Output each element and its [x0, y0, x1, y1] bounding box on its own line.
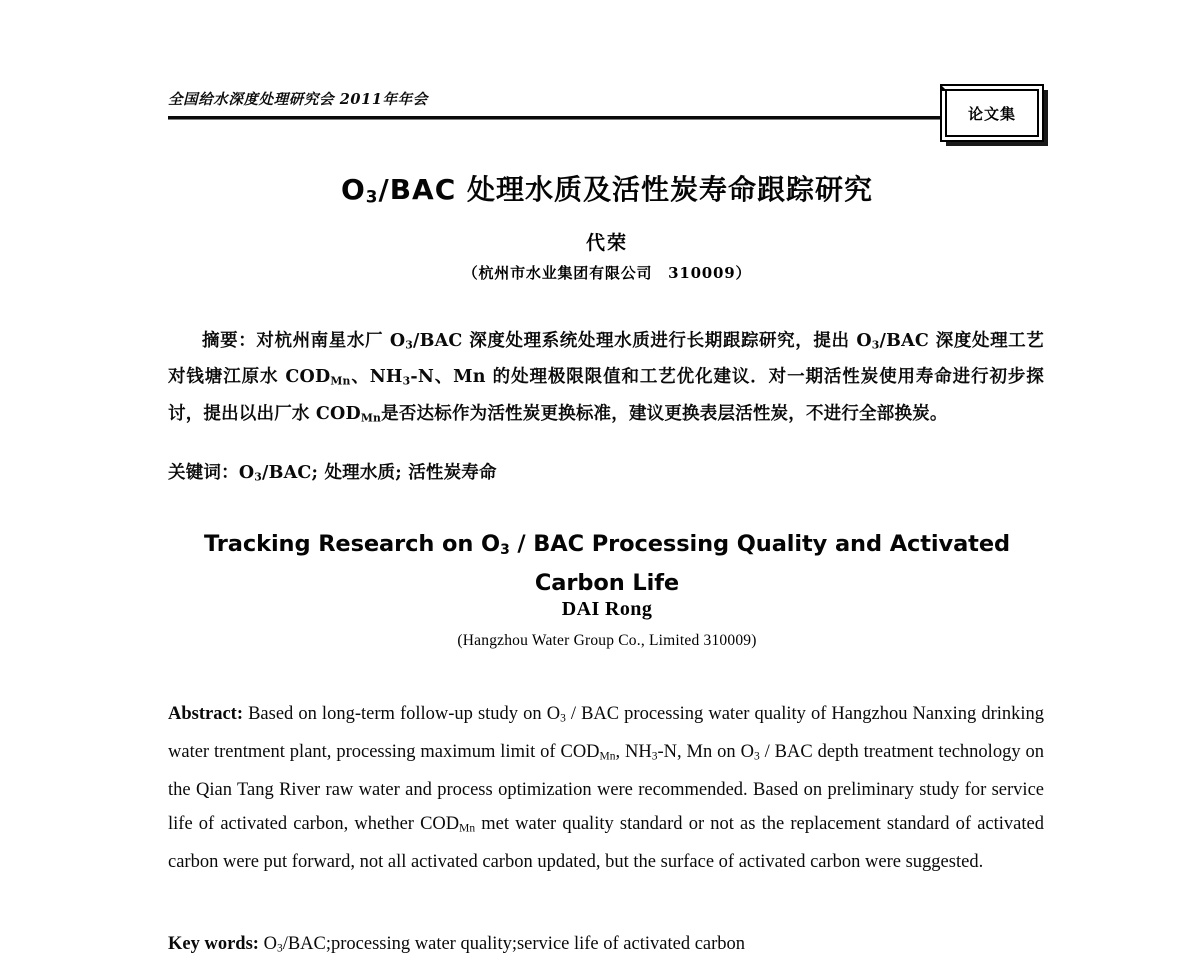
subscript-3: 3 — [405, 338, 414, 352]
keywords-o-english: O — [258, 934, 277, 954]
en-abstract-text-4: -N, Mn on O — [657, 742, 754, 763]
abstract-text-6: 是否达标作为活性炭更换标准，建议更换表层活性炭，不进行全部换炭。 — [381, 403, 948, 424]
keywords-text-chinese: /BAC; 处理水质; 活性炭寿命 — [262, 463, 497, 483]
subscript-3: 3 — [753, 750, 760, 763]
en-abstract-text-1: Based on long-term follow-up study on O — [243, 704, 561, 724]
affiliation-chinese: （杭州市水业集团有限公司 310009） — [462, 264, 752, 282]
keywords-o: O — [238, 463, 255, 483]
abstract-text-5: -N、Mn 的处理极限限值和工艺优化建议．对一期活性炭使用寿命进行初步探讨，提出以出厂水 COD — [168, 367, 1044, 424]
badge-shadow-bottom — [946, 142, 1044, 146]
en-title-subscript-3: 3 — [500, 541, 510, 558]
page-title-english — [168, 528, 1046, 600]
abstract-text-2: /BAC 深度处理系统处理水质进行长期跟踪研究，提出 O — [413, 331, 872, 351]
title-rest: /BAC 处理水质及活性炭寿命跟踪研究 — [378, 173, 874, 206]
abstract-chinese — [168, 325, 1044, 434]
badge-label: 论文集 — [967, 104, 1016, 123]
keywords-label-chinese: 关键词： — [168, 463, 239, 483]
author-english: DAI Rong — [561, 598, 653, 620]
keywords-text-english: /BAC;processing water quality;service life of activated carbon — [282, 934, 746, 954]
author-chinese: 代荣 — [585, 232, 628, 254]
subscript-3: 3 — [651, 750, 658, 763]
abstract-label-chinese: 摘要： — [202, 331, 257, 351]
subscript-mn: Mn — [360, 411, 382, 425]
header-rule — [168, 116, 940, 119]
running-header — [168, 88, 1046, 134]
en-title-part1: Tracking Research on O — [203, 531, 501, 557]
keywords-label-english: Key words: — [168, 934, 259, 954]
abstract-text-4: 、NH — [350, 367, 403, 388]
title-subscript-3: 3 — [365, 186, 379, 207]
title-o: O — [340, 173, 366, 206]
subscript-3: 3 — [871, 338, 880, 352]
abstract-label-english: Abstract: — [168, 704, 244, 724]
en-abstract-text-2: / BAC processing water quality of Hangzhou Nanxing drinking water trentment plant, processing maximum limit of COD — [168, 704, 1045, 763]
proceedings-badge — [940, 84, 1044, 142]
affiliation-english: (Hangzhou Water Group Co., Limited 310009) — [457, 632, 757, 649]
abstract-text-1: 对杭州南星水厂 O — [256, 331, 406, 351]
en-abstract-text-5: / BAC depth treatment technology on the Qian Tang River raw water and process optimization were recommended. Based on preliminary study for service life of activated carbon, whether COD — [168, 742, 1044, 834]
subscript-mn: Mn — [459, 822, 476, 835]
subscript-3: 3 — [560, 712, 566, 725]
en-abstract-text-3: , NH — [615, 742, 652, 763]
en-title-part2: / BAC Processing Quality and Activated Carbon Life — [509, 531, 1011, 596]
keywords-chinese — [168, 458, 1044, 492]
running-header-title: 全国给水深度处理研究会 2011年年会 — [168, 91, 428, 108]
subscript-3: 3 — [254, 470, 263, 484]
keywords-english — [168, 928, 1044, 966]
page-title-chinese — [168, 168, 1046, 208]
abstract-english — [168, 698, 1044, 879]
abstract-text-3: /BAC 深度处理工艺对钱塘江原水 COD — [168, 331, 1044, 388]
subscript-mn: Mn — [599, 750, 616, 763]
en-abstract-text-6: met water quality standard or not as the replacement standard of activated carbon were put forward, not all activated carbon updated, but the surface of activated carbon were suggested. — [168, 813, 1044, 872]
subscript-3: 3 — [402, 374, 411, 388]
subscript-3: 3 — [276, 942, 283, 955]
badge-shadow-right — [1044, 90, 1048, 146]
subscript-mn: Mn — [330, 374, 351, 388]
